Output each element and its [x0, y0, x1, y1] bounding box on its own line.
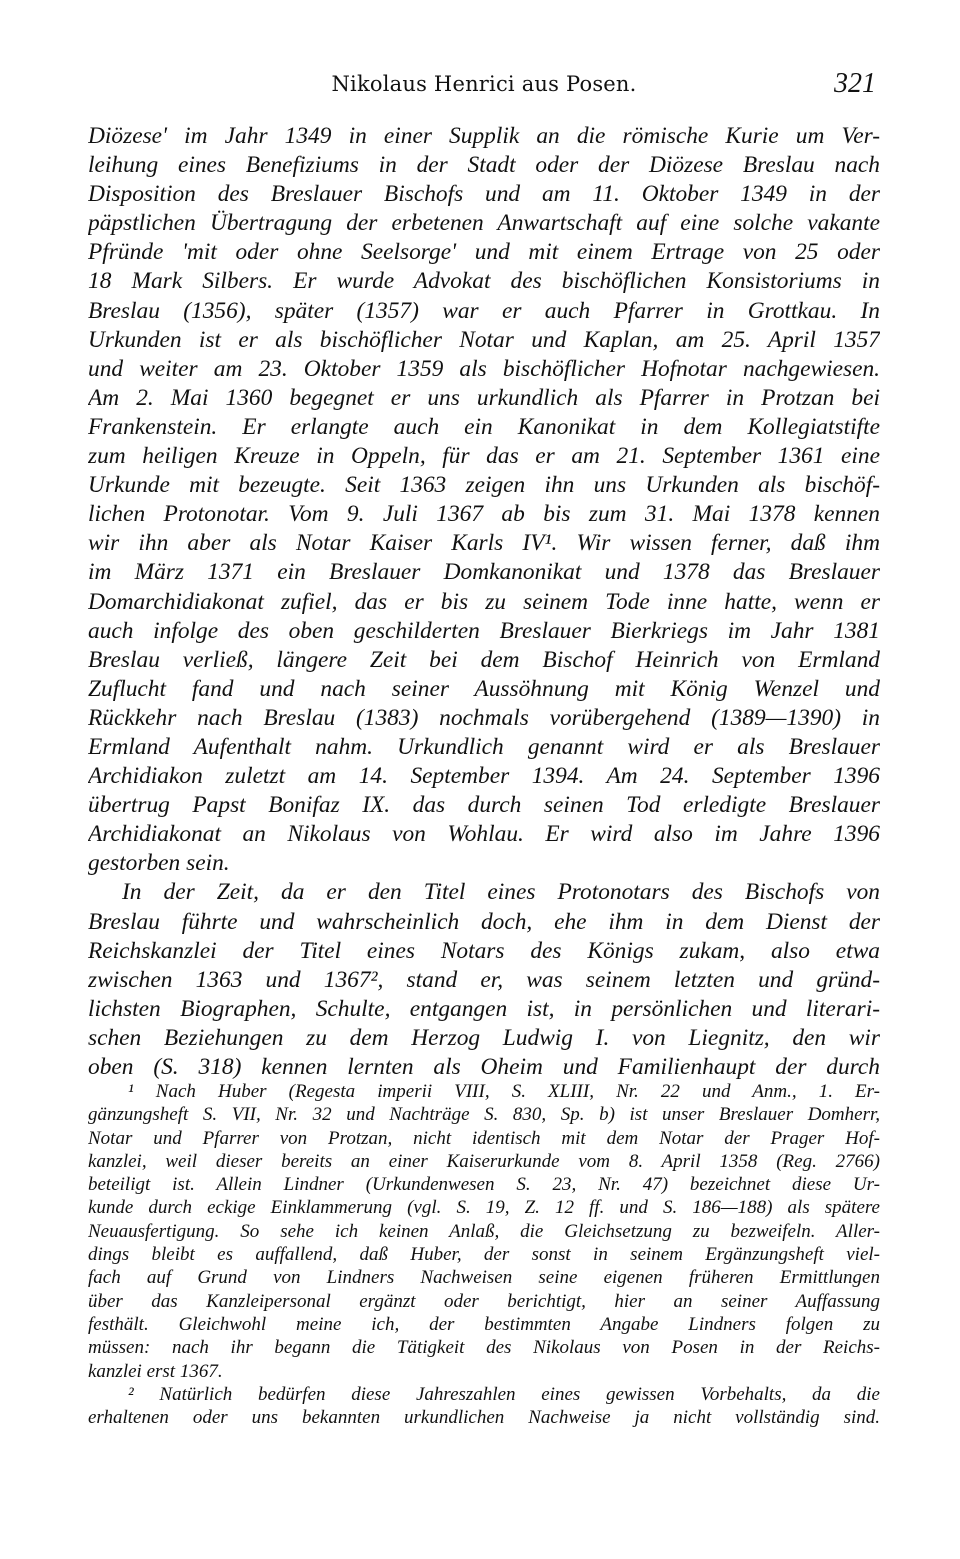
body-line: Am 2. Mai 1360 begegnet er uns urkundlich als Pfarrer in Protzan bei	[88, 384, 880, 411]
body-line: oben (S. 318) kennen lernten als Oheim und Familienhaupt der durch	[88, 1054, 880, 1080]
footnote-line: beteiligt ist. Allein Lindner (Urkundenwesen S. 23, Nr. 47) bezeichnet diese Ur-	[88, 1174, 880, 1196]
body-line: lichen Protonotar. Vom 9. Juli 1367 ab bis zum 31. Mai 1378 kennen	[88, 501, 880, 528]
page-header	[88, 66, 880, 106]
body-line: lichsten Biographen, Schulte, entgangen ist, in persönlichen und literari-	[88, 995, 880, 1022]
body-line: Breslau (1356), später (1357) war er auch Pfarrer in Grottkau. In	[88, 297, 880, 324]
body-line: Breslau führte und wahrscheinlich doch, ehe ihm in dem Dienst der	[88, 908, 880, 935]
footnote-line: ² Natürlich bedürfen diese Jahreszahlen eines gewissen Vorbehalts, da die	[128, 1383, 880, 1405]
body-line: Zuflucht fand und nach seiner Aussöhnung mit König Wenzel und	[88, 675, 880, 702]
body-line: wir ihn aber als Notar Kaiser Karls IV¹. Wir wissen ferner, daß ihm	[88, 530, 880, 557]
body-line: übertrug Papst Bonifaz IX. das durch seinen Tod erledigte Breslauer	[88, 792, 880, 819]
body-line: Rückkehr nach Breslau (1383) nochmals vorübergehend (1389—1390) in	[88, 704, 880, 731]
body-line: In der Zeit, da er den Titel eines Protonotars des Bischofs von	[122, 879, 880, 906]
footnote-line: kunde durch eckige Einklammerung (vgl. S. 19, Z. 12 ff. und S. 186—188) als spätere	[88, 1197, 880, 1219]
body-line: Archidiakonat an Nikolaus von Wohlau. Er wird also im Jahre 1396	[88, 821, 880, 848]
body-line: zum heiligen Kreuze in Oppeln, für das er am 21. September 1361 eine	[88, 443, 880, 470]
footnote-line: erhaltenen oder uns bekannten urkundlichen Nachweise ja nicht vollständig sind.	[88, 1407, 880, 1429]
body-line: schen Beziehungen zu dem Herzog Ludwig I. von Liegnitz, den wir	[88, 1024, 880, 1051]
footnote-line: müssen: nach ihr begann die Tätigkeit des Nikolaus von Posen in der Reichs-	[88, 1337, 880, 1359]
footnote-line: kanzlei erst 1367.	[88, 1360, 223, 1382]
footnote-line: ¹ Nach Huber (Regesta imperii VIII, S. XLIII, Nr. 22 und Anm., 1. Er-	[128, 1081, 880, 1102]
body-text	[88, 122, 880, 1082]
footnote-line: dings bleibt es auffallend, daß Huber, der sonst in seinem Ergänzungsheft viel-	[88, 1244, 880, 1266]
body-line: Pfründe 'mit oder ohne Seelsorge' und mit einem Ertrage von 25 oder	[88, 239, 880, 266]
body-line: Urkunde mit bezeugte. Seit 1363 zeigen ihn uns Urkunden als bischöf-	[88, 472, 880, 499]
footnote-line: Neuausfertigung. So sehe ich keinen Anlaß, die Gleichsetzung zu bezweifeln. Aller-	[88, 1220, 880, 1242]
body-line: und weiter am 23. Oktober 1359 als bischöflicher Hofnotar nachgewiesen.	[88, 355, 880, 382]
running-title: Nikolaus Henrici aus Posen.	[331, 72, 637, 96]
footnote-line: über das Kanzleipersonal ergänzt oder berichtigt, hier an seiner Auffassung	[88, 1290, 880, 1312]
body-line: Diözese' im Jahr 1349 in einer Supplik an die römische Kurie um Ver-	[88, 123, 880, 149]
footnote-line: Notar und Pfarrer von Protzan, nicht identisch mit dem Notar der Prager Hof-	[88, 1127, 880, 1149]
body-line: Ermland Aufenthalt nahm. Urkundlich genannt wird er als Breslauer	[88, 733, 880, 760]
body-line: im März 1371 ein Breslauer Domkanonikat und 1378 das Breslauer	[88, 559, 880, 586]
body-line: zwischen 1363 und 1367², stand er, was seinem letzten und gründ-	[88, 966, 880, 993]
body-line: päpstlichen Übertragung der erbetenen Anwartschaft auf eine solche vakante	[88, 210, 880, 237]
body-line: gestorben sein.	[88, 850, 230, 877]
body-line: leihung eines Benefiziums in der Stadt oder der Diözese Breslau nach	[88, 152, 880, 179]
body-line: Urkunden ist er als bischöflicher Notar und Kaplan, am 25. April 1357	[88, 326, 880, 353]
body-line: auch infolge des oben geschilderten Breslauer Bierkriegs im Jahr 1381	[88, 617, 880, 644]
footnote-line: gänzungsheft S. VII, Nr. 32 und Nachträge S. 830, Sp. b) ist unser Breslauer Domherr,	[88, 1104, 880, 1126]
page-number: 321	[834, 68, 876, 99]
body-line: Frankenstein. Er erlangte auch ein Kanonikat in dem Kollegiatstifte	[88, 413, 880, 440]
footnote-line: kanzlei, weil dieser bereits an einer Kaiserurkunde vom 8. April 1358 (Reg. 2766)	[88, 1150, 880, 1172]
body-line: Reichskanzlei der Titel eines Notars des Königs zukam, also etwa	[88, 937, 880, 964]
body-line: Breslau verließ, längere Zeit bei dem Bischof Heinrich von Ermland	[88, 646, 880, 673]
footnote-line: fach auf Grund von Lindners Nachweisen seine eigenen früheren Ermittlungen	[88, 1267, 880, 1289]
body-line: Domarchidiakonat zufiel, das er bis zu seinem Tode inne hatte, wenn er	[88, 588, 880, 615]
footnotes	[88, 1080, 880, 1429]
body-line: Disposition des Breslauer Bischofs und am 11. Oktober 1349 in der	[88, 181, 880, 208]
body-line: 18 Mark Silbers. Er wurde Advokat des bischöflichen Konsistoriums in	[88, 268, 880, 295]
body-line: Archidiakon zuletzt am 14. September 1394. Am 24. September 1396	[88, 763, 880, 790]
footnote-line: festhält. Gleichwohl meine ich, der bestimmten Angabe Lindners folgen zu	[88, 1313, 880, 1335]
